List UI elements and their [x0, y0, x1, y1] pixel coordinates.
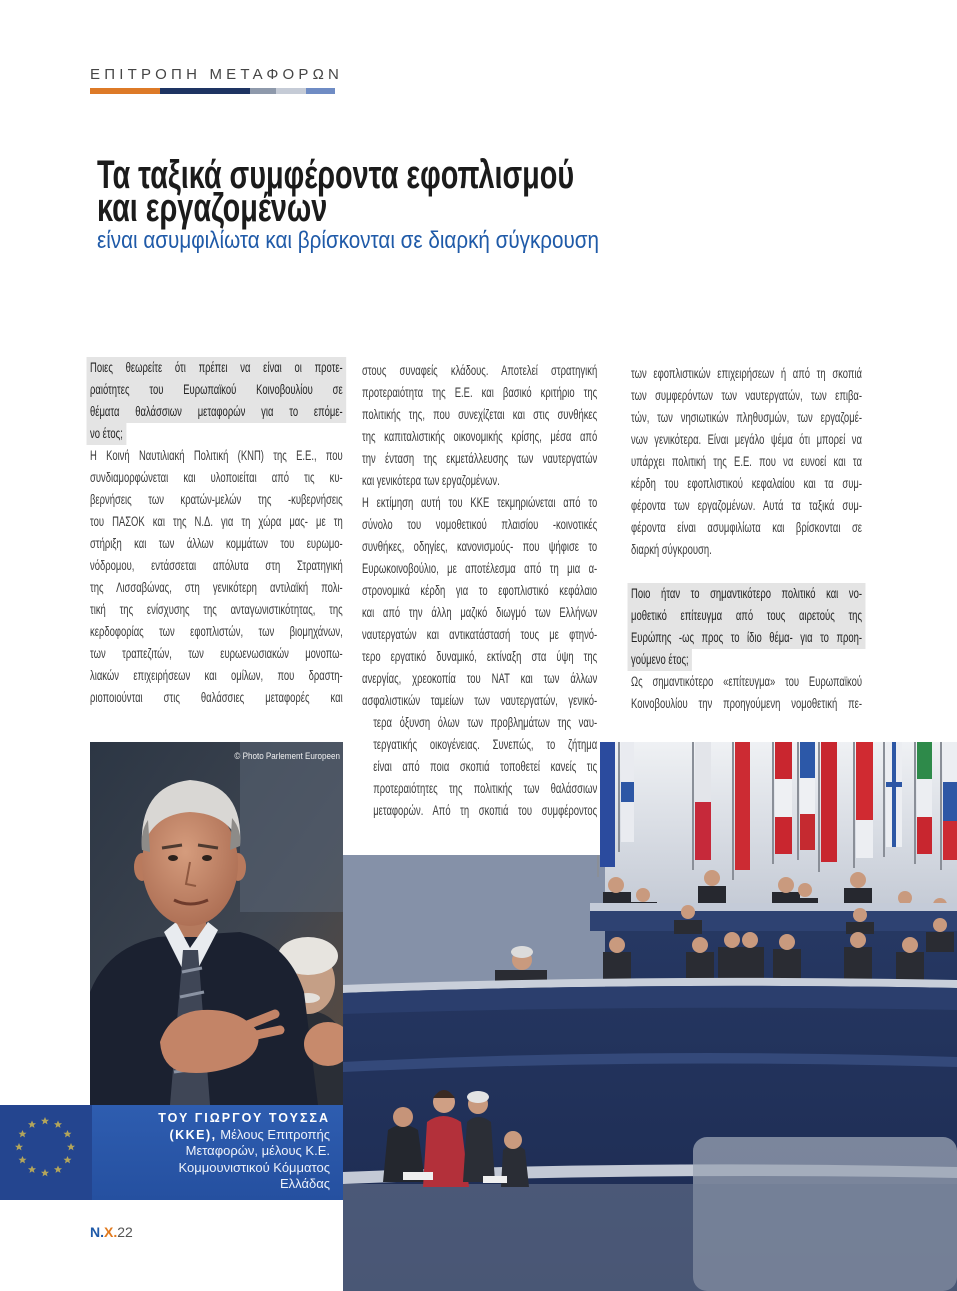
- photo-credit: © Photo Parlement Europeen: [234, 751, 340, 762]
- flag: [598, 742, 615, 877]
- text-line: τεργατικής οικογένειας. Συνεπώς, το ζήτημα: [373, 737, 598, 752]
- flag: [798, 742, 815, 860]
- text-line: Ευρωκοινοβούλιο, με αποτέλεσμα από τη μια α-: [362, 561, 598, 576]
- text-line: συνδιαμορφώνεται και υλοποιείται από τις κυ-: [90, 470, 343, 485]
- text-line: στους συναφείς κλάδους. Αποτελεί στρατηγική: [362, 363, 598, 378]
- text-line: του ΠΑΣΟΚ και της Ν.Δ. για τη χώρα μας- με τη: [90, 514, 343, 529]
- flag: [693, 742, 711, 870]
- text-line: Κοινοβουλίου την προηγούμενη νομοθετική πε-: [631, 696, 862, 711]
- answer-paragraph: [362, 360, 597, 492]
- section-label: ΕΠΙΤΡΟΠΗ ΜΕΤΑΦΟΡΩΝ: [90, 66, 344, 83]
- text-column-2: [362, 360, 597, 822]
- flag: [819, 742, 837, 872]
- author-role: Μέλους Επιτροπής: [220, 1126, 330, 1142]
- author-party: (ΚΚΕ),: [169, 1127, 217, 1142]
- text-line: Ως σημαντικότερο «επίτευγμα» του Ευρωπαϊκού: [631, 674, 862, 689]
- text-line: είναι από ποια σκοπιά τοποθετεί κανείς τις: [373, 759, 598, 774]
- text-line: κέρδη του εφοπλιστικού κεφαλαίου και τα συμ-: [631, 476, 862, 491]
- text-line: προτεραιότητα της Ε.Ε. και βασικό κριτήριο της: [362, 385, 598, 400]
- text-line: πολιτικής της, που συνεχίζεται και στις συνθήκες: [362, 407, 598, 422]
- text-line: μοθετικό επίτευγμα από τους αιρετούς της: [628, 605, 866, 627]
- text-line: νο έτος;: [87, 423, 127, 445]
- page-number-value: 22: [117, 1224, 133, 1240]
- text-line: λιακών επιχειρήσεων και ομίλων, που δραστη-: [90, 668, 343, 683]
- magazine-initial-x: Χ.: [104, 1224, 118, 1240]
- text-line: των εφοπλιστικών επιχειρήσεων ή από τη σκοπιά: [631, 366, 862, 381]
- author-role: Μεταφορών, μέλους Κ.Ε.: [185, 1143, 330, 1159]
- text-line: της Λισσαβώνας, στη γενικότερη αντιλαϊκή πολι-: [90, 580, 343, 595]
- text-line: στήριξη και των άλλων κομμάτων του ευρωμο-: [90, 536, 343, 551]
- portrait-photo: [90, 742, 343, 1105]
- text-line: Η Κοινή Ναυτιλιακή Πολιτική (ΚΝΠ) της Ε.Ε., που: [90, 448, 343, 463]
- answer-paragraph: [631, 363, 862, 561]
- text-line: διαρκή σύγκρουση.: [631, 542, 712, 557]
- author-role: Κομμουνιστικού Κόμματος: [178, 1159, 330, 1175]
- headline-title-line-1: Τα ταξικά συμφέροντα εφοπλισμού: [97, 153, 575, 197]
- text-line: θέματα θαλάσσιων μεταφορών για το επόμε-: [87, 401, 347, 423]
- headline-title-line-2: και εργαζομένων: [97, 186, 328, 230]
- text-line: ριοποιούνται στις θαλάσσιες μεταφορές και: [90, 690, 343, 705]
- text-line: νόδρομου, εντάσσεται απόλυτα στη Στρατηγική: [90, 558, 343, 573]
- text-line: Ποιο ήταν το σημαντικότερο πολιτικό και νο-: [628, 583, 866, 605]
- section-color-bar: [90, 88, 335, 94]
- text-line: φέροντα είναι ασυμφιλίωτα και βρίσκονται σε: [631, 520, 862, 535]
- text-line: μεταφορών. Από τη σκοπιά του συμφέροντος: [373, 803, 598, 818]
- page-number: [90, 1223, 133, 1241]
- text-line: κερδοφορίας των εφοπλιστών, των βιομηχάνων,: [90, 624, 343, 639]
- author-name: ΤΟΥ ΓΙΩΡΓΟΥ ΤΟΥΣΣΑ: [158, 1111, 330, 1125]
- text-line: των συμφερόντων των ναυτεργατών, των επιβα-: [631, 388, 862, 403]
- flag: [884, 742, 902, 857]
- text-line: τερο εργατικό δυναμικό, εκτίναξη στα ύψη της: [362, 649, 598, 664]
- text-line: νων γενικότερα. Είναι μεγάλο ψέμα ότι μπορεί να: [631, 432, 862, 447]
- text-line: βερνήσεις των κρατών-μελών της -κυβερνήσεις: [90, 492, 343, 507]
- author-role: Ελλάδας: [279, 1176, 330, 1192]
- text-line: Ευρώπης -ως προς το ίδιο θέμα- για το προη-: [628, 627, 866, 649]
- flag: [915, 742, 932, 864]
- parliament-photo: [343, 742, 957, 1291]
- text-line: γούμενο έτος;: [628, 649, 693, 671]
- text-column-1: [90, 357, 343, 709]
- text-line: συνθήκες, οδηγίες, κανονισμούς- που ψήφισε το: [362, 539, 598, 554]
- eu-flag-icon: [0, 1105, 92, 1200]
- text-line: τική της ενίσχυσης της ανταγωνιστικότητας, της: [90, 602, 343, 617]
- byline: [158, 1110, 330, 1193]
- text-line: υπάρχει πολιτική της Ε.Ε. που να ευνοεί και τα: [631, 454, 862, 469]
- text-line: ανεργίας, χρεοκοπία του ΝΑΤ και των άλλων: [362, 671, 598, 686]
- answer-paragraph: [362, 492, 597, 822]
- flag: [733, 742, 750, 880]
- magazine-initial-n: Ν.: [90, 1224, 104, 1240]
- answer-paragraph: [631, 671, 862, 715]
- text-line: στρονομικά κέρδη για το εφοπλιστικό κεφάλαιο: [362, 583, 598, 598]
- answer-paragraph: [90, 445, 343, 709]
- text-line: ραιότητες του Ευρωπαϊκού Κοινοβουλίου σε: [87, 379, 347, 401]
- text-line: τών, των νησιωτικών πληθυσμών, των εργαζομέ-: [631, 410, 862, 425]
- text-column-3: [631, 363, 862, 715]
- text-line: φέροντα των εργαζομένων. Αυτά τα ταξικά συμ-: [631, 498, 862, 513]
- text-line: και γενικότερα των εργαζομένων.: [362, 473, 500, 488]
- desk-row-1: [590, 903, 957, 931]
- flag: [854, 742, 873, 868]
- byline-box: [0, 1105, 343, 1200]
- flag: [941, 742, 957, 870]
- interview-question: [90, 357, 343, 445]
- text-line: Η εκτίμηση αυτή του ΚΚΕ τεκμηριώνεται από το: [362, 495, 598, 510]
- text-line: Ποιες θεωρείτε ότι πρέπει να είναι οι προτε-: [87, 357, 347, 379]
- interview-question: [631, 583, 862, 671]
- text-line: της καπιταλιστικής οικονομικής κρίσης, μέσα από: [362, 429, 598, 444]
- text-line: των τραπεζιτών, των ευρωενωσιακών μονοπω-: [90, 646, 343, 661]
- text-line: και από την άλλη μαζικό διωγμό των Ελλήνων: [362, 605, 598, 620]
- text-line: τερα όξυνση όλων των προβλημάτων της ναυ-: [373, 715, 598, 730]
- flag: [773, 742, 792, 864]
- text-line: ναυτεργατών και αντικατάστασή τους με φτηνό-: [362, 627, 598, 642]
- flag: [619, 742, 634, 852]
- text-line: ασφαλιστικών ταμείων των ναυτεργατών, γενικό-: [362, 693, 598, 708]
- text-line: προτεραιότητες της πολιτικής των θαλάσσιων: [373, 781, 598, 796]
- headline-subtitle: είναι ασυμφιλίωτα και βρίσκονται σε διαρκή σύγκρουση: [97, 227, 600, 254]
- text-line: την ένταση της εκμετάλλευσης των ναυτεργατών: [362, 451, 598, 466]
- text-line: σύνολο του νομοθετικού πλαισίου -κοινοτικές: [362, 517, 598, 532]
